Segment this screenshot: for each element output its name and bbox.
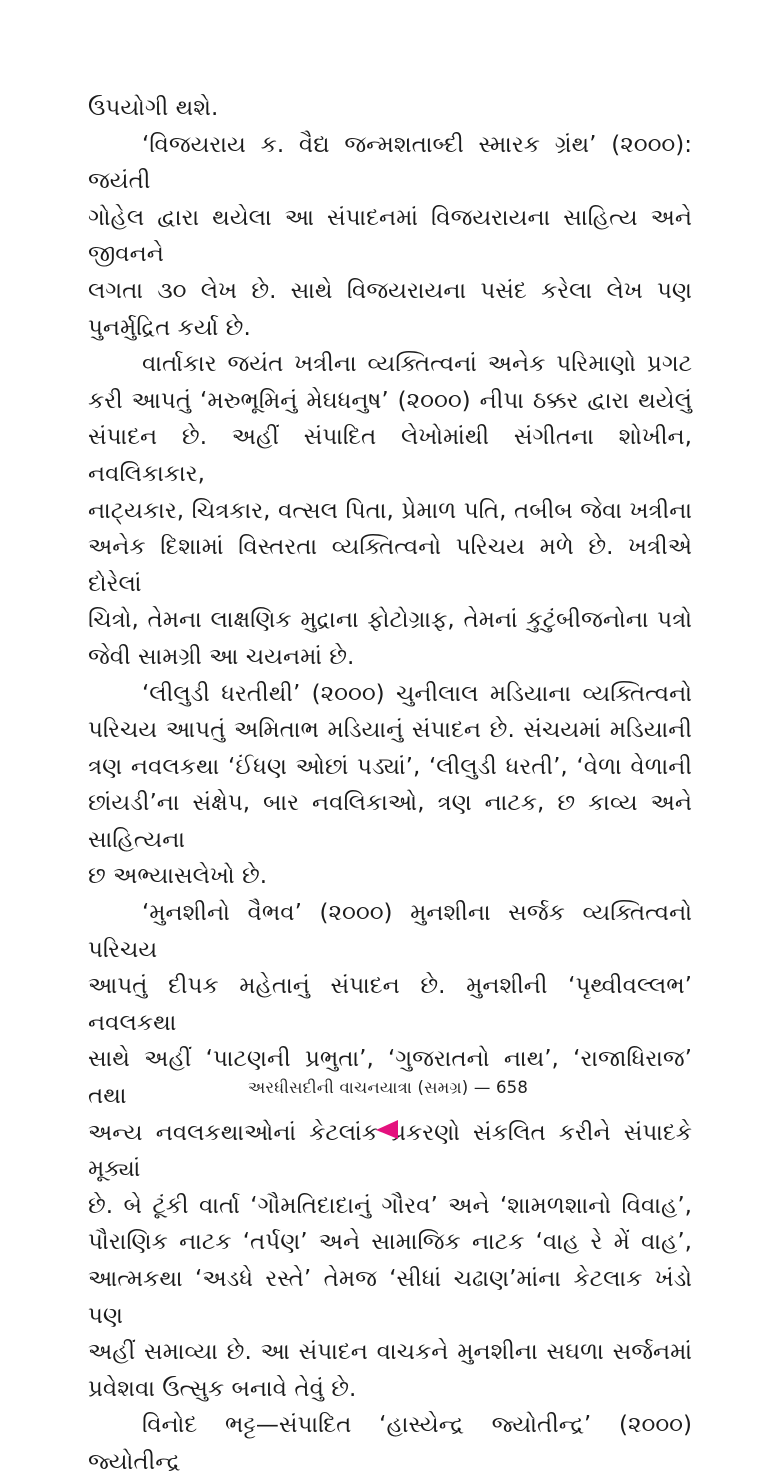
footer-separator: — bbox=[468, 1078, 496, 1097]
text-line: વાર્તાકાર જયંત ખત્રીના વ્યક્તિત્વનાં અનેક પરિમાણો પ્રગટ bbox=[142, 351, 692, 378]
text-line: આપતું દીપક મહેતાનું સંપાદન છે. મુનશીની ‘પૃથ્વીવલ્લભ’ નવલકથા bbox=[88, 973, 692, 1036]
text-line: ચિત્રો, તેમના લાક્ષણિક મુદ્રાના ફોટોગ્રાફ, તેમનાં કુટુંબીજનોના પત્રો bbox=[88, 607, 692, 634]
text-line: પૌરાણિક નાટક ‘તર્પણ’ અને સામાજિક નાટક ‘વાહ રે મેં વાહ’, bbox=[88, 1229, 692, 1256]
text-line: ‘મુનશીનો વૈભવ’ (૨૦૦૦) મુનશીના સર્જક વ્યક્તિત્વનો પરિચય bbox=[88, 900, 692, 963]
text-line: અન્ય નવલકથાઓનાં કેટલાંક પ્રકરણો સંકલિત કરીને સંપાદકે મૂક્યાં bbox=[88, 1119, 692, 1183]
text-line: સંપાદન છે. અહીં સંપાદિત લેખોમાંથી સંગીતના શોખીન, નવલિકાકાર, bbox=[88, 424, 692, 487]
text-line: વિનોદ ભટ્ટ—સંપાદિત ‘હાસ્યેન્દ્ર જ્યોતીન્દ્ર’ (૨૦૦૦) જ્યોતીન્દ્ર bbox=[88, 1412, 692, 1475]
text-line: લગતા ૩૦ લેખ છે. સાથે વિજયરાયના પસંદ કરેલા લેખ પણ bbox=[88, 277, 692, 304]
text-line: ‘લીલુડી ધરતીથી’ (૨૦૦૦) ચુનીલાલ મડિયાના વ્યક્તિત્વનો bbox=[142, 680, 692, 707]
text-line: છ અભ્યાસલેખો છે. bbox=[88, 863, 268, 890]
footer-page-number: 658 bbox=[495, 1078, 529, 1097]
text-line: જેવી સામગ્રી આ ચયનમાં છે. bbox=[88, 643, 355, 670]
text-line: સાથે અહીં ‘પાટણની પ્રભુતા’, ‘ગુજરાતનો નાથ’, ‘રાજાધિરાજ’ તથા bbox=[88, 1046, 692, 1110]
text-line: ‘વિજયરાય ક. વૈદ્ય જન્મશતાબ્દી સ્મારક ગ્રંથ’ (૨૦૦૦): જયંતી bbox=[88, 131, 692, 195]
text-line: પુનર્મુદ્રિત કર્યા છે. bbox=[88, 314, 251, 341]
previous-page-icon[interactable] bbox=[376, 1120, 398, 1139]
text-line: ઉપયોગી થશે. bbox=[88, 95, 219, 121]
text-line: નાટ્યકાર, ચિત્રકાર, વત્સલ પિતા, પ્રેમાળ પતિ, તબીબ જેવા ખત્રીના bbox=[88, 497, 692, 524]
page-footer bbox=[0, 1078, 776, 1098]
text-line: કરી આપતું ‘મરુભૂમિનું મેઘધનુષ’ (૨૦૦૦) નીપા ઠક્કર દ્વારા થયેલું bbox=[88, 387, 692, 414]
footer-book-title: અરધીસદીની વાચનયાત્રા (સમગ્ર) bbox=[247, 1078, 469, 1097]
text-block bbox=[88, 90, 692, 1481]
text-line: અહીં સમાવ્યા છે. આ સંપાદન વાચકને મુનશીના સઘળા સર્જનમાં bbox=[88, 1339, 692, 1366]
text-line: છાંયડી’ના સંક્ષેપ, બાર નવલિકાઓ, ત્રણ નાટક, છ કાવ્ય અને સાહિત્યના bbox=[88, 790, 692, 853]
text-line: ગોહેલ દ્વારા થયેલા આ સંપાદનમાં વિજયરાયના સાહિત્ય અને જીવનને bbox=[88, 204, 692, 268]
text-line: અનેક દિશામાં વિસ્તરતા વ્યક્તિત્વનો પરિચય મળે છે. ખત્રીએ દોરેલાં bbox=[88, 534, 692, 597]
text-line: પરિચય આપતું અમિતાભ મડિયાનું સંપાદન છે. સંચયમાં મડિયાની bbox=[88, 717, 692, 744]
text-line: પ્રવેશવા ઉત્સુક બનાવે તેવું છે. bbox=[88, 1375, 357, 1402]
text-line: છે. બે ટૂંકી વાર્તા ‘ગૌમતિદાદાનું ગૌરવ’ અને ‘શામળશાનો વિવાહ’, bbox=[88, 1192, 692, 1219]
text-line: આત્મકથા ‘અડધે રસ્તે’ તેમજ ‘સીધાં ચઢાણ’માંના કેટલાક ખંડો પણ bbox=[88, 1266, 692, 1329]
text-line: ત્રણ નવલકથા ‘ઈંધણ ઓછાં પડ્યાં’, ‘લીલુડી ધરતી’, ‘વેળા વેળાની bbox=[88, 753, 692, 780]
